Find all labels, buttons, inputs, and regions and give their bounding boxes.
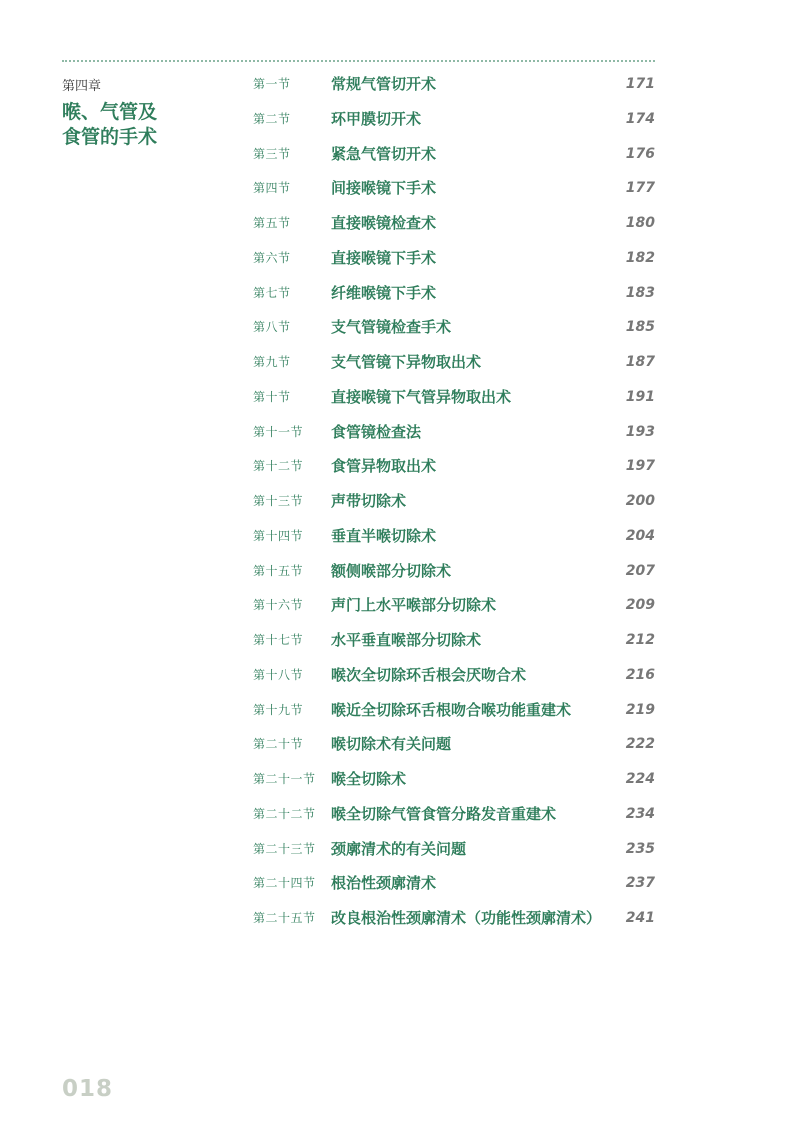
section-title: 喉全切除术 <box>331 770 407 788</box>
section-page-number: 200 <box>625 493 655 509</box>
toc-entry[interactable] <box>253 70 655 105</box>
toc-entry[interactable] <box>253 105 655 140</box>
section-page-number: 222 <box>625 736 655 753</box>
toc-entry[interactable] <box>253 487 655 522</box>
section-number: 第十节 <box>253 389 291 404</box>
section-number: 第十八节 <box>253 667 304 682</box>
section-number: 第五节 <box>253 216 291 230</box>
toc-entry[interactable] <box>253 904 655 939</box>
section-page-number: 234 <box>625 805 655 822</box>
chapter-title <box>62 100 222 150</box>
table-of-contents <box>253 70 655 939</box>
toc-entry[interactable] <box>253 140 655 175</box>
section-page-number: 212 <box>625 632 655 648</box>
section-title: 喉全切除气管食管分路发音重建术 <box>331 804 557 823</box>
section-number: 第十七节 <box>253 633 304 647</box>
section-page-number: 207 <box>625 562 655 579</box>
section-title: 常规气管切开术 <box>331 75 437 93</box>
chapter-title-line-2: 食管的手术 <box>62 126 158 148</box>
section-number: 第十五节 <box>253 563 304 578</box>
toc-entry[interactable] <box>253 244 655 279</box>
section-page-number: 174 <box>625 110 655 127</box>
toc-entry[interactable] <box>253 869 655 904</box>
section-title: 食管镜检查法 <box>331 422 422 441</box>
toc-entry[interactable] <box>253 418 655 453</box>
section-title: 支气管镜下异物取出术 <box>331 353 482 371</box>
toc-entry[interactable] <box>253 800 655 835</box>
section-title: 额侧喉部分切除术 <box>331 561 452 580</box>
section-number: 第二十三节 <box>253 841 316 856</box>
section-title: 喉次全切除环舌根会厌吻合术 <box>331 665 527 684</box>
section-page-number: 177 <box>625 180 655 197</box>
section-number: 第十二节 <box>253 459 304 474</box>
section-page-number: 180 <box>625 215 655 231</box>
section-title: 水平垂直喉部分切除术 <box>331 631 482 649</box>
section-page-number: 183 <box>625 284 655 301</box>
toc-entry[interactable] <box>253 765 655 800</box>
section-title: 改良根治性颈廓清术（功能性颈廓清术） <box>331 909 602 927</box>
section-page-number: 185 <box>625 319 655 336</box>
section-title: 喉切除术有关问题 <box>331 735 452 754</box>
section-number: 第四节 <box>253 181 291 196</box>
section-number: 第三节 <box>253 146 291 161</box>
dotted-divider <box>62 60 655 62</box>
section-number: 第一节 <box>253 77 291 91</box>
section-page-number: 241 <box>625 910 655 926</box>
toc-entry[interactable] <box>253 522 655 557</box>
toc-entry[interactable] <box>253 835 655 870</box>
section-page-number: 182 <box>625 249 655 266</box>
section-page-number: 224 <box>625 771 655 787</box>
section-page-number: 197 <box>625 458 655 475</box>
toc-entry[interactable] <box>253 661 655 696</box>
section-title: 间接喉镜下手术 <box>331 179 437 198</box>
section-number: 第十一节 <box>253 424 304 439</box>
chapter-label: 第四章 <box>62 79 102 94</box>
toc-entry[interactable] <box>253 209 655 244</box>
section-page-number: 176 <box>625 145 655 162</box>
section-title: 支气管镜检查手术 <box>331 318 452 337</box>
toc-entry[interactable] <box>253 557 655 592</box>
toc-entry[interactable] <box>253 279 655 314</box>
section-number: 第十四节 <box>253 528 304 543</box>
section-title: 颈廓清术的有关问题 <box>331 839 467 858</box>
section-number: 第二节 <box>253 111 291 126</box>
section-page-number: 187 <box>625 354 655 370</box>
section-number: 第七节 <box>253 285 291 300</box>
section-number: 第六节 <box>253 250 291 265</box>
section-number: 第八节 <box>253 320 291 335</box>
toc-entry[interactable] <box>253 591 655 626</box>
section-page-number: 204 <box>625 527 655 544</box>
section-page-number: 216 <box>625 666 655 683</box>
section-number: 第二十五节 <box>253 911 316 925</box>
page-number: 018 <box>62 1076 114 1102</box>
section-page-number: 193 <box>625 423 655 440</box>
section-title: 直接喉镜下气管异物取出术 <box>331 387 512 406</box>
toc-entry[interactable] <box>253 730 655 765</box>
section-page-number: 235 <box>625 840 655 857</box>
toc-entry[interactable] <box>253 383 655 418</box>
section-number: 第二十节 <box>253 737 304 752</box>
section-number: 第十三节 <box>253 494 304 508</box>
section-number: 第九节 <box>253 355 291 369</box>
section-title: 环甲膜切开术 <box>331 109 422 128</box>
section-title: 喉近全切除环舌根吻合喉功能重建术 <box>331 700 572 719</box>
toc-entry[interactable] <box>253 452 655 487</box>
section-title: 纤维喉镜下手术 <box>331 283 437 302</box>
section-page-number: 171 <box>625 76 655 92</box>
section-number: 第二十四节 <box>253 876 316 891</box>
section-title: 声带切除术 <box>331 492 407 510</box>
chapter-title-line-1: 喉、气管及 <box>62 101 158 123</box>
section-page-number: 237 <box>625 875 655 892</box>
toc-entry[interactable] <box>253 348 655 383</box>
section-title: 食管异物取出术 <box>331 457 437 476</box>
section-page-number: 219 <box>625 701 655 718</box>
section-title: 根治性颈廓清术 <box>331 874 437 893</box>
section-title: 直接喉镜下手术 <box>331 248 437 267</box>
section-number: 第十九节 <box>253 702 304 717</box>
section-number: 第十六节 <box>253 598 304 613</box>
toc-entry[interactable] <box>253 174 655 209</box>
section-title: 紧急气管切开术 <box>331 144 437 163</box>
section-number: 第二十一节 <box>253 772 316 786</box>
section-title: 直接喉镜检查术 <box>331 214 437 232</box>
toc-entry[interactable] <box>253 696 655 731</box>
toc-entry[interactable] <box>253 626 655 661</box>
section-page-number: 209 <box>625 597 655 614</box>
toc-entry[interactable] <box>253 313 655 348</box>
section-title: 垂直半喉切除术 <box>331 526 437 545</box>
section-number: 第二十二节 <box>253 806 316 821</box>
section-page-number: 191 <box>625 388 655 405</box>
section-title: 声门上水平喉部分切除术 <box>331 596 497 615</box>
